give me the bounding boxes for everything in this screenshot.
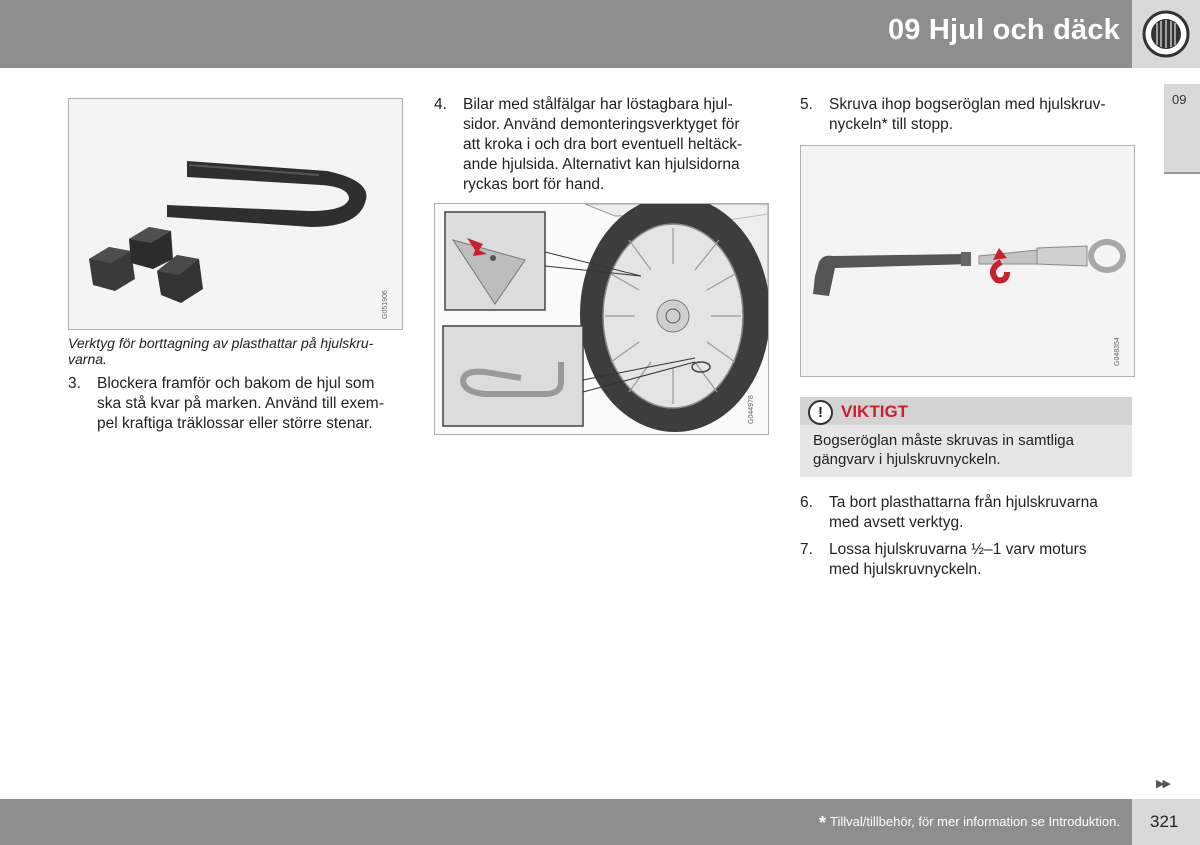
chapter-tab-label: 09	[1172, 92, 1187, 107]
figure-caption: Verktyg för borttagning av plasthattar på hjulskru- varna.	[68, 335, 374, 367]
chapter-tab[interactable]	[1164, 84, 1200, 174]
figure-wheel	[434, 203, 769, 435]
footnote-star: *	[819, 813, 827, 833]
page-number-box	[1132, 799, 1200, 845]
step-text: Lossa hjulskruvarna ½–1 varv moturs med hjulskruvnyckeln.	[829, 541, 1087, 578]
warning-header	[800, 397, 1132, 425]
warning-title: VIKTIGT	[841, 402, 909, 421]
page-number: 321	[1150, 812, 1179, 831]
step-number: 5.	[800, 96, 813, 113]
step-number: 3.	[68, 375, 81, 392]
step-text: Blockera framför och bakom de hjul som ska stå kvar på marken. Använd till exem- pel kraftiga träklossar eller större stenar.	[97, 375, 384, 432]
exclamation-icon: !	[808, 400, 833, 425]
step-text: Bilar med stålfälgar har löstagbara hjul- sidor. Använd demonteringsverktyget för att kroka i och dra bort eventuell heltäck- ande hjulsida. Alternativt kan hjulsidorna ryckas bort för hand.	[463, 96, 743, 193]
step-text: Skruva ihop bogseröglan med hjulskruv- nyckeln* till stopp.	[829, 96, 1106, 133]
step-number: 6.	[800, 494, 813, 511]
figure-code: G048354	[1114, 337, 1121, 366]
chapter-icon-box	[1132, 0, 1200, 68]
figure-code: G051906	[382, 290, 389, 319]
step-text: Ta bort plasthattarna från hjulskruvarna med avsett verktyg.	[829, 494, 1098, 531]
warning-box	[800, 397, 1132, 477]
footnote-text: Tillval/tillbehör, för mer information se Introduktion.	[830, 814, 1120, 829]
step-number: 7.	[800, 541, 813, 558]
double-arrow-right-icon[interactable]: ▶▶	[1156, 778, 1169, 790]
figure-tools	[68, 98, 403, 330]
figure-code: G044978	[748, 395, 755, 424]
warning-text: Bogseröglan måste skruvas in samtliga gängvarv i hjulskruvnyckeln.	[813, 432, 1074, 468]
tire-icon	[1141, 9, 1191, 59]
page-title: 09 Hjul och däck	[887, 14, 1120, 46]
footnote	[819, 813, 1120, 834]
step-number: 4.	[434, 96, 447, 113]
figure-wrench	[800, 145, 1135, 377]
